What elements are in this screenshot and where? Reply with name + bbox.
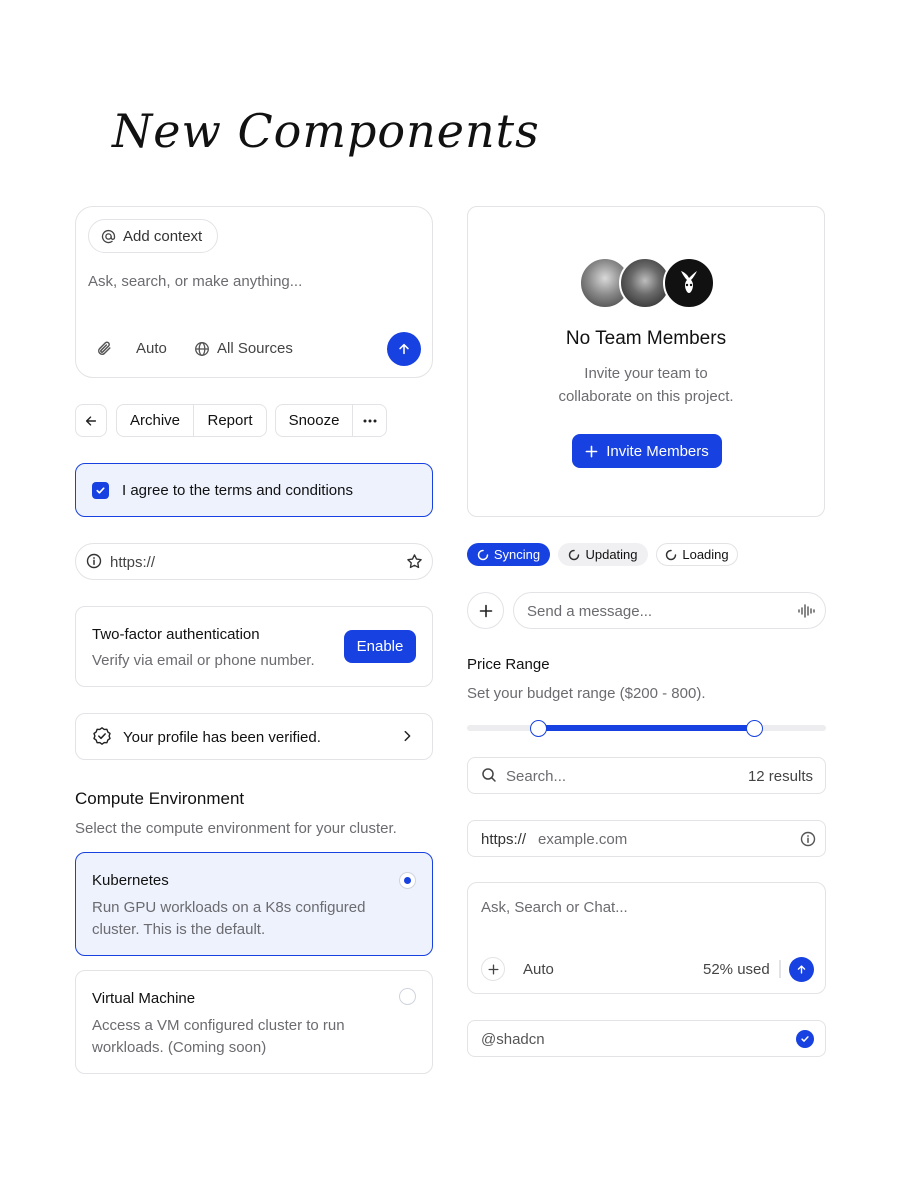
- chat-input[interactable]: Ask, Search or Chat...: [481, 899, 628, 916]
- price-description: Set your budget range ($200 - 800).: [467, 685, 706, 702]
- more-horizontal-icon: [363, 419, 377, 423]
- arrow-up-icon: [397, 342, 411, 356]
- send-button[interactable]: [789, 957, 814, 982]
- prompt-box: [75, 206, 433, 378]
- team-description-line: Invite your team to: [584, 365, 708, 382]
- submit-button[interactable]: [387, 332, 421, 366]
- terms-checkbox[interactable]: [92, 482, 109, 499]
- enable-button[interactable]: Enable: [344, 630, 416, 663]
- username-value: @shadcn: [481, 1031, 545, 1048]
- search-icon: [481, 767, 497, 783]
- status-badge: [656, 543, 738, 566]
- sources-label: All Sources: [217, 340, 293, 357]
- badge-check-icon: [92, 726, 112, 746]
- add-attachment-button[interactable]: [467, 592, 504, 629]
- badge-label: Loading: [682, 547, 729, 562]
- option-description-line: cluster. This is the default.: [92, 921, 266, 938]
- add-button[interactable]: [481, 957, 505, 981]
- radio-unselected[interactable]: [399, 988, 416, 1005]
- avatar: [663, 257, 715, 309]
- website-input[interactable]: [467, 820, 826, 857]
- star-icon[interactable]: [406, 553, 423, 570]
- chat-mode-select[interactable]: Auto: [523, 961, 554, 978]
- message-placeholder: Send a message...: [527, 603, 653, 620]
- compute-option-kubernetes[interactable]: [75, 852, 433, 956]
- add-context-chip[interactable]: [88, 219, 218, 253]
- option-title: Virtual Machine: [92, 990, 196, 1007]
- more-button[interactable]: [353, 405, 386, 436]
- badge-label: Syncing: [493, 547, 541, 562]
- username-input[interactable]: [467, 1020, 826, 1057]
- search-input[interactable]: [467, 757, 826, 794]
- loader-icon: [568, 549, 580, 561]
- verified-label: Your profile has been verified.: [123, 729, 321, 746]
- invite-members-button[interactable]: [572, 434, 722, 468]
- plus-icon: [479, 604, 493, 618]
- arrow-left-icon: [84, 414, 98, 428]
- url-prefix: https://: [481, 831, 527, 848]
- url-value: https://: [110, 554, 156, 571]
- slider-thumb-high[interactable]: [746, 720, 763, 737]
- info-icon: [86, 553, 102, 569]
- verified-card[interactable]: [75, 713, 433, 760]
- at-sign-icon: [101, 229, 116, 244]
- compute-title: Compute Environment: [75, 789, 245, 808]
- avatar-group: [579, 257, 719, 309]
- invite-label: Invite Members: [606, 442, 709, 460]
- results-count: 12 results: [747, 768, 813, 785]
- globe-icon: [194, 341, 210, 357]
- compute-option-virtual-machine[interactable]: [75, 970, 433, 1074]
- search-placeholder: Search...: [506, 768, 567, 785]
- terms-label: I agree to the terms and conditions: [122, 482, 353, 499]
- team-title: No Team Members: [565, 328, 727, 349]
- slider-range: [539, 725, 754, 731]
- status-badge: [467, 543, 550, 566]
- option-description-line: Access a VM configured cluster to run: [92, 1017, 345, 1034]
- plus-icon: [585, 445, 598, 458]
- back-button[interactable]: [75, 404, 107, 437]
- page-heading: New Components: [112, 104, 540, 158]
- rabbit-logo-icon: [674, 268, 704, 298]
- check-circle-icon: [796, 1030, 814, 1048]
- plus-icon: [488, 964, 499, 975]
- two-factor-card: [75, 606, 433, 687]
- message-input[interactable]: [513, 592, 826, 629]
- audio-waveform-icon[interactable]: [798, 603, 816, 619]
- add-context-label: Add context: [123, 227, 203, 245]
- option-description-line: workloads. (Coming soon): [92, 1039, 267, 1056]
- prompt-input[interactable]: Ask, search, or make anything...: [88, 273, 303, 290]
- team-description-line: collaborate on this project.: [558, 388, 734, 405]
- paperclip-icon[interactable]: [96, 340, 113, 357]
- arrow-up-icon: [796, 964, 807, 975]
- badge-label: Updating: [585, 547, 638, 562]
- loader-icon: [477, 549, 489, 561]
- option-description-line: Run GPU workloads on a K8s configured: [92, 899, 366, 916]
- report-button[interactable]: Report: [207, 412, 253, 429]
- snooze-button[interactable]: Snooze: [276, 405, 353, 436]
- two-factor-title: Two-factor authentication: [92, 626, 260, 643]
- option-title: Kubernetes: [92, 872, 169, 889]
- two-factor-description: Verify via email or phone number.: [92, 652, 315, 669]
- url-placeholder: example.com: [538, 831, 628, 848]
- team-empty-state-card: [467, 206, 825, 517]
- price-title: Price Range: [467, 656, 550, 673]
- price-slider[interactable]: [467, 720, 826, 738]
- divider: [779, 960, 781, 978]
- archive-report-group: [116, 404, 267, 437]
- sources-select[interactable]: [194, 340, 293, 357]
- archive-button[interactable]: Archive: [117, 405, 194, 436]
- usage-label: 52% used: [703, 961, 770, 978]
- slider-thumb-low[interactable]: [530, 720, 547, 737]
- mode-select[interactable]: Auto: [136, 340, 167, 357]
- chat-box: [467, 882, 826, 994]
- radio-selected[interactable]: [399, 872, 416, 889]
- url-input[interactable]: [75, 543, 433, 580]
- status-badge: [558, 543, 648, 566]
- info-icon[interactable]: [800, 831, 816, 847]
- check-icon: [95, 485, 106, 496]
- compute-subtitle: Select the compute environment for your cluster.: [75, 820, 397, 837]
- terms-checkbox-card[interactable]: [75, 463, 433, 517]
- snooze-group: [275, 404, 387, 437]
- loader-icon: [665, 549, 677, 561]
- chevron-right-icon: [400, 729, 414, 743]
